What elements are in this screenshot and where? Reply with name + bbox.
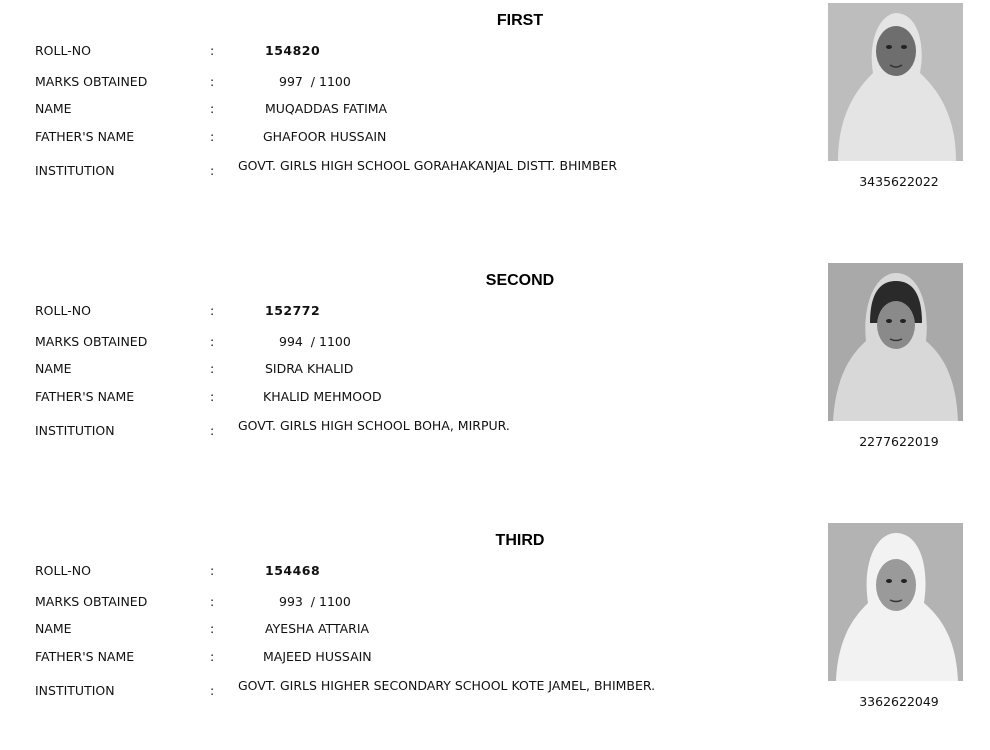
father-name-value: MAJEED HUSSAIN [263,649,372,664]
separator: : [210,649,215,664]
father-name-value: KHALID MEHMOOD [263,389,382,404]
separator: : [210,361,215,376]
roll-no-value: 154468 [265,563,321,578]
separator: : [210,129,215,144]
separator: : [210,101,215,116]
roll-no-label: ROLL-NO [35,563,91,578]
father-name-row [0,649,800,669]
name-row [0,101,800,121]
name-row [0,361,800,381]
phone-number: 3362622049 [859,694,939,709]
separator: : [210,334,215,349]
father-name-value: GHAFOOR HUSSAIN [263,129,387,144]
marks-value: 993 / 1100 [279,594,351,609]
phone-number: 3435622022 [859,174,939,189]
roll-no-row [0,43,800,63]
position-first-section [0,0,990,189]
marks-value: 994 / 1100 [279,334,351,349]
position-heading: FIRST [496,12,544,29]
name-label: NAME [35,361,72,376]
institution-label: INSTITUTION [35,683,115,698]
portrait-image [828,3,963,161]
institution-label: INSTITUTION [35,163,115,178]
name-row [0,621,800,641]
institution-value: GOVT. GIRLS HIGHER SECONDARY SCHOOL KOTE JAMEL, BHIMBER. [238,678,656,693]
name-value: MUQADDAS FATIMA [265,101,388,116]
separator: : [210,594,215,609]
position-heading: THIRD [495,532,545,549]
separator: : [210,303,215,318]
separator: : [210,163,215,178]
separator: : [210,563,215,578]
separator: : [210,74,215,89]
father-name-label: FATHER'S NAME [35,129,135,144]
separator: : [210,423,215,438]
father-name-label: FATHER'S NAME [35,389,135,404]
portrait-image [828,523,963,681]
father-name-row [0,129,800,149]
marks-label: MARKS OBTAINED [35,74,148,89]
position-third-section [0,520,990,709]
marks-value: 997 / 1100 [279,74,351,89]
roll-no-row [0,563,800,583]
marks-label: MARKS OBTAINED [35,594,148,609]
roll-no-value: 154820 [265,43,321,58]
name-label: NAME [35,621,72,636]
separator: : [210,621,215,636]
position-second-section [0,260,990,449]
institution-row [0,678,800,703]
student-photo [828,3,963,161]
father-name-row [0,389,800,409]
roll-no-label: ROLL-NO [35,43,91,58]
phone-number: 2277622019 [859,434,939,449]
name-label: NAME [35,101,72,116]
institution-value: GOVT. GIRLS HIGH SCHOOL BOHA, MIRPUR. [238,418,510,433]
separator: : [210,43,215,58]
institution-label: INSTITUTION [35,423,115,438]
roll-no-value: 152772 [265,303,321,318]
institution-value: GOVT. GIRLS HIGH SCHOOL GORAHAKANJAL DISTT. BHIMBER [238,158,618,173]
marks-label: MARKS OBTAINED [35,334,148,349]
name-value: SIDRA KHALID [265,361,354,376]
father-name-label: FATHER'S NAME [35,649,135,664]
student-photo [828,523,963,681]
position-heading: SECOND [485,272,555,289]
roll-no-row [0,303,800,323]
marks-row [0,594,800,614]
marks-row [0,74,800,94]
roll-no-label: ROLL-NO [35,303,91,318]
name-value: AYESHA ATTARIA [265,621,370,636]
institution-row [0,158,800,183]
marks-row [0,334,800,354]
institution-row [0,418,800,443]
separator: : [210,683,215,698]
separator: : [210,389,215,404]
student-photo [828,263,963,421]
portrait-image [828,263,963,421]
